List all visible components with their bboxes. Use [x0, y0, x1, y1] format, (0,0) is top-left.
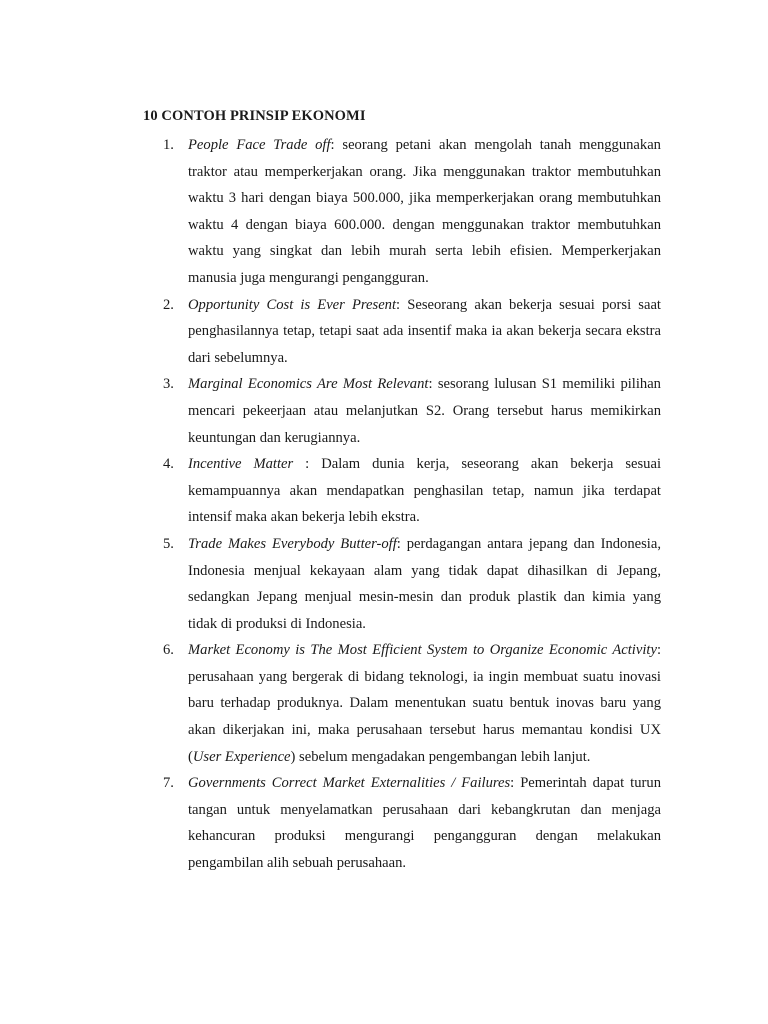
document-title: 10 CONTOH PRINSIP EKONOMI	[143, 108, 366, 124]
principle-description: : perusahaan yang bergerak di bidang teknologi, ia ingin membuat suatu inovasi baru terhadap produknya. Dalam menentukan suatu bentuk inovas baru yang akan dikerjakan ini, maka perusahaan tersebut harus memantau kondisi UX (	[188, 642, 661, 765]
list-item-3	[143, 371, 661, 451]
principle-term: Marginal Economics Are Most Relevant	[188, 376, 429, 393]
item-number: 6.	[163, 642, 174, 659]
principle-term-inline: User Experience	[192, 748, 291, 765]
list-item-1	[143, 132, 661, 292]
list-item-6	[143, 637, 661, 770]
item-number: 4.	[163, 456, 174, 473]
item-number: 7.	[163, 775, 174, 792]
item-number: 3.	[163, 376, 174, 393]
principle-description: : Pemerintah dapat turun tangan untuk menyelamatkan perusahaan dari kebangkrutan dan menjaga kehancuran produksi mengurangi pengangguran dengan melakukan pengambilan alih sebuah perusahaan.	[188, 775, 661, 872]
principle-term: Trade Makes Everybody Butter-off	[188, 535, 397, 552]
principle-term: Market Economy is The Most Efficient System to Organize Economic Activity	[188, 642, 657, 659]
list-item-5	[143, 531, 661, 637]
principle-description: : perdagangan antara jepang dan Indonesia, Indonesia menjual kekayaan alam yang tidak dapat dihasilkan di Jepang, sedangkan Jepang menjual mesin-mesin dan produk plastik dan kimia yang tidak di produksi di Indonesia.	[188, 535, 661, 632]
principle-term: Opportunity Cost is Ever Present	[188, 296, 397, 313]
item-number: 1.	[163, 137, 174, 153]
principle-term: People Face Trade off	[188, 137, 331, 153]
principle-description-end: ) sebelum mengadakan pengembangan lebih lanjut.	[290, 748, 591, 765]
list-item-2	[143, 292, 661, 372]
principle-description: : Seseorang akan bekerja sesuai porsi saat penghasilannya tetap, tetapi saat ada insentif maka ia akan bekerja secara ekstra dari sebelumnya.	[188, 296, 661, 366]
principle-term: Governments Correct Market Externalities / Failures	[188, 775, 511, 792]
principle-term: Incentive Matter	[188, 456, 294, 473]
item-number: 5.	[163, 535, 174, 552]
principle-description: : seorang petani akan mengolah tanah menggunakan traktor atau memperkerjakan orang. Jika menggunakan traktor membutuhkan waktu 3 hari dengan biaya 500.000, jika memperkerjakan orang membutuhkan waktu 4 dengan biaya 600.000. dengan menggunakan traktor membutuhkan waktu yang singkat dan lebih murah serta lebih efisien. Memperkerjakan manusia juga mengurangi pengangguran.	[188, 137, 661, 286]
list-item-4	[143, 451, 661, 531]
item-number: 2.	[163, 296, 174, 313]
principle-description: : sesorang lulusan S1 memiliki pilihan mencari pekeerjaan atau melanjutkan S2. Orang tersebut harus memikirkan keuntungan dan kerugiannya.	[188, 376, 661, 446]
principle-list	[143, 132, 661, 877]
list-item-7	[143, 770, 661, 876]
principle-description: : Dalam dunia kerja, seseorang akan bekerja sesuai kemampuannya akan mendapatkan penghasilan tetap, namun jika terdapat intensif maka akan bekerja lebih ekstra.	[188, 456, 661, 526]
